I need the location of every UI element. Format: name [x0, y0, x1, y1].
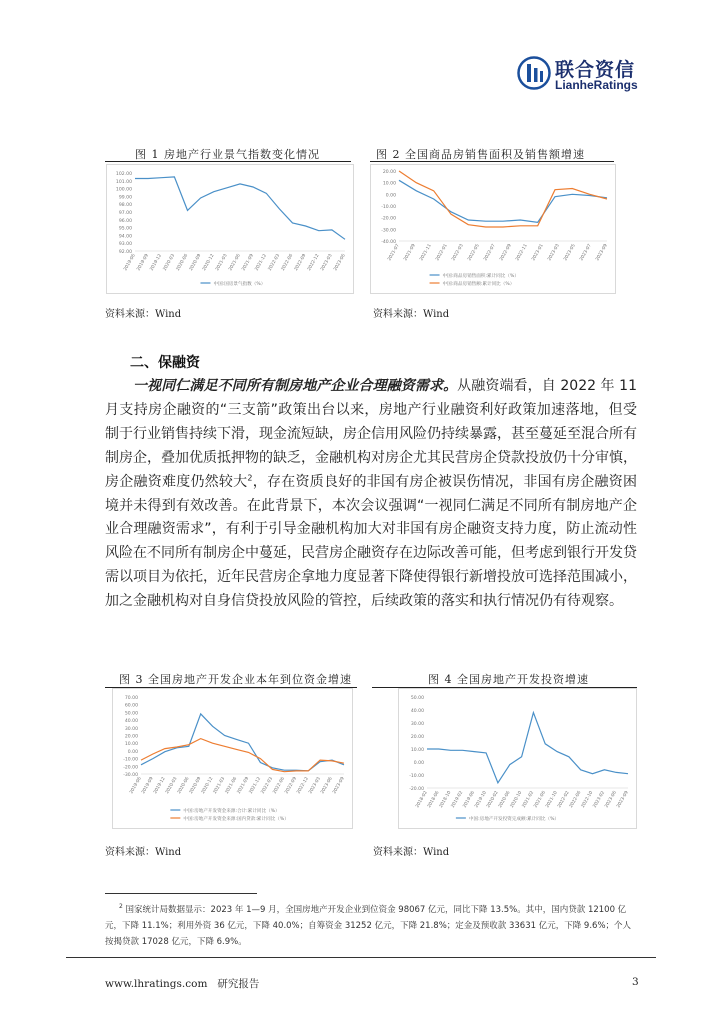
- y-tick-label: -30.00: [381, 228, 396, 234]
- x-tick-label: 2022-02: [557, 790, 571, 809]
- figure-4-title: 图 4 全国房地产开发投资增速: [428, 673, 589, 686]
- x-tick-label: 2023-09: [616, 790, 630, 809]
- x-tick-label: 2021-09: [403, 243, 417, 262]
- x-tick-label: 2019-09: [141, 776, 155, 795]
- series-line-1: [141, 714, 344, 771]
- figure-1-rule: [105, 161, 351, 162]
- x-tick-label: 2021-03: [212, 776, 227, 795]
- body-paragraph: [105, 375, 637, 614]
- x-tick-label: 2020-09: [188, 776, 203, 795]
- legend-label-1: 中国:房地产开发投资完成额:累计同比（%）: [468, 816, 560, 822]
- figure-3-source: 资料来源：Wind: [105, 847, 182, 858]
- figure-3-chart: [112, 688, 353, 829]
- figure-2-source: 资料来源：Wind: [373, 309, 450, 320]
- logo-text-cn: 联合资信: [555, 59, 636, 81]
- x-tick-label: 2023-05: [563, 243, 577, 262]
- x-tick-label: 2023-09: [332, 776, 346, 795]
- y-tick-label: 50.00: [410, 696, 424, 701]
- y-tick-label: 0.00: [413, 761, 424, 766]
- x-tick-label: 2022-09: [284, 776, 298, 795]
- chart-svg: [399, 689, 636, 828]
- y-tick-label: 97.00: [118, 211, 132, 216]
- series-line-2: [141, 739, 344, 772]
- x-tick-label: 2021-11: [419, 243, 433, 262]
- logo-text-en: LianheRatings: [555, 78, 638, 92]
- x-tick-label: 2023-03: [320, 253, 334, 272]
- y-tick-label: 0.00: [127, 749, 138, 755]
- x-tick-label: 2023-06: [333, 253, 347, 272]
- y-tick-label: -40.00: [381, 240, 396, 245]
- x-tick-label: 2022-03: [267, 253, 282, 272]
- footer-rule: [66, 957, 656, 958]
- y-tick-label: 98.00: [118, 203, 132, 209]
- y-tick-label: 10.00: [382, 181, 396, 187]
- x-tick-label: 2021-09: [241, 253, 255, 272]
- x-tick-label: 2021-03: [215, 253, 229, 272]
- x-tick-label: 2019-12: [149, 253, 163, 272]
- x-tick-label: 2019-09: [136, 253, 150, 272]
- x-tick-label: 2020-12: [200, 776, 215, 795]
- logo-mark-icon: [517, 56, 551, 90]
- x-tick-label: 2021-06: [228, 253, 242, 272]
- x-tick-label: 2022-11: [515, 243, 529, 262]
- chart-svg: [107, 165, 353, 293]
- y-tick-label: -20.00: [123, 765, 138, 771]
- x-tick-label: 2022-03: [451, 243, 465, 262]
- x-tick-label: 2020-10: [509, 790, 524, 809]
- y-tick-label: -10.00: [409, 774, 424, 779]
- figure-2-chart: [370, 164, 616, 294]
- y-tick-label: 20.00: [410, 735, 424, 740]
- footnote-ref[interactable]: 2: [247, 472, 253, 482]
- paragraph-body-1: 从融资端看，自 2022 年 11 月支持房企融资的“三支箭”政策出台以来，房地产行业融资利好政策加速落地，但受制于行业销售持续下滑，现金流短缺，房企信用风险仍持续暴露，甚至蔓延至混合所有制房企，叠加优质抵押物的缺乏，金融机构对房企尤其民营房企贷款投放仍十分审慎，房企融资难度仍然较大: [105, 378, 638, 490]
- footnote-rule: [105, 893, 257, 894]
- x-tick-label: 2022-06: [272, 776, 287, 795]
- x-tick-label: 2019-06: [129, 776, 143, 795]
- x-tick-label: 2023-02: [592, 790, 607, 809]
- x-tick-label: 2020-06: [497, 790, 512, 809]
- y-tick-label: 96.00: [118, 218, 132, 224]
- x-tick-label: 2019-06: [123, 253, 137, 272]
- x-tick-label: 2021-12: [248, 776, 263, 795]
- x-tick-label: 2019-06: [462, 790, 477, 809]
- y-tick-label: 30.00: [410, 722, 424, 727]
- y-tick-label: 60.00: [124, 703, 138, 709]
- x-tick-label: 2019-12: [153, 776, 167, 795]
- y-tick-label: 40.00: [124, 719, 138, 725]
- y-tick-label: 99.00: [118, 195, 132, 201]
- x-tick-label: 2023-09: [595, 243, 609, 262]
- x-tick-label: 2020-12: [201, 253, 216, 272]
- footnote-text: 国家统计局数据显示：2023 年 1—9 月，全国房地产开发企业到位资金 98067 亿元，同比下降 13.5%。其中，国内贷款 12100 亿元，下降 11.1%；利用外资 36 亿元，下降 40.0%；自筹资金 31252 亿元，下降 21.8%；定金及预收款 33631 亿元，下降 9.6%；个人按揭贷款 17028 亿元，下降 6.9%。: [105, 904, 632, 947]
- legend-label-1: 中国:国房景气指数（%）: [213, 281, 266, 287]
- y-tick-label: 102.00: [115, 172, 132, 177]
- chart-svg: [113, 689, 352, 828]
- x-tick-label: 2023-01: [531, 243, 545, 262]
- y-tick-label: 100.00: [115, 187, 132, 193]
- footer-left: [105, 976, 259, 991]
- figure-4-source: 资料来源：Wind: [373, 847, 450, 858]
- x-tick-label: 2021-06: [533, 790, 547, 809]
- x-tick-label: 2023-06: [320, 776, 334, 795]
- paragraph-body-2: ，存在资质良好的非国有房企被误伤情况，非国有房企融资困境并未得到有效改善。在此背景下，本次会议强调“一视同仁满足不同所有制房地产企业合理融资需求”，有利于引导金融机构加大对非国有房企融资支持力度，防止流动性风险在不同所有制房企中蔓延，民营房企融资存在边际改善可能，但考虑到银行开发贷需以项目为依托，近年民营房企拿地力度显著下降使得银行新增投放可选择范围减小，加之金融机构对自身信贷投放风险的管控，后续政策的落实和执行情况仍有待观察。: [105, 473, 638, 610]
- x-tick-label: 2020-09: [188, 253, 203, 272]
- x-tick-label: 2022-06: [568, 790, 583, 809]
- x-tick-label: 2022-06: [280, 253, 295, 272]
- x-tick-label: 2022-07: [483, 243, 497, 262]
- y-tick-label: 0.00: [385, 193, 396, 199]
- figure-1-title: 图 1 房地产行业景气指数变化情况: [135, 148, 320, 161]
- y-tick-label: 20.00: [124, 734, 138, 740]
- x-tick-label: 2021-06: [224, 776, 239, 795]
- x-tick-label: 2022-10: [580, 790, 595, 809]
- y-tick-label: 50.00: [124, 711, 138, 717]
- x-tick-label: 2021-12: [254, 253, 268, 272]
- y-tick-label: 92.00: [118, 250, 132, 255]
- figure-1-source: 资料来源：Wind: [105, 309, 182, 320]
- x-tick-label: 2020-06: [175, 253, 190, 272]
- y-tick-label: 70.00: [124, 696, 138, 701]
- section-heading: 二、保融资: [130, 355, 200, 371]
- figure-3-title: 图 3 全国房地产开发企业本年到位资金增速: [119, 673, 352, 686]
- figure-1-chart: [106, 164, 354, 294]
- x-tick-label: 2021-10: [545, 790, 559, 809]
- footnote: [105, 899, 637, 950]
- y-tick-label: -10.00: [123, 757, 138, 763]
- legend-label-1: 中国:房地产开发资金来源:合计:累计同比（%）: [183, 808, 280, 814]
- x-tick-label: 2020-03: [165, 776, 179, 795]
- x-tick-label: 2021-02: [521, 790, 536, 809]
- legend-label-2: 中国:房地产开发资金来源:国内贷款:累计同比（%）: [183, 816, 289, 822]
- paragraph-lead: 一视同仁满足不同所有制房地产企业合理融资需求。: [133, 378, 458, 394]
- y-tick-label: 30.00: [124, 726, 138, 732]
- y-tick-label: -20.00: [381, 216, 396, 222]
- x-tick-label: 2021-07: [387, 243, 401, 262]
- x-tick-label: 2018-10: [438, 790, 453, 809]
- y-tick-label: 95.00: [118, 226, 132, 232]
- x-tick-label: 2019-02: [450, 790, 465, 809]
- x-tick-label: 2019-10: [474, 790, 488, 809]
- y-tick-label: 101.00: [115, 179, 132, 185]
- y-tick-label: 94.00: [118, 234, 132, 240]
- footer-site-link[interactable]: www.lhratings.com: [105, 978, 208, 990]
- x-tick-label: 2020-06: [176, 776, 191, 795]
- series-line-1: [135, 177, 345, 239]
- x-tick-label: 2022-01: [435, 243, 449, 262]
- company-logo: [517, 54, 667, 94]
- y-tick-label: 40.00: [410, 709, 424, 714]
- series-line-1: [427, 713, 628, 783]
- y-tick-label: -30.00: [123, 773, 138, 778]
- y-tick-label: 10.00: [124, 742, 138, 748]
- footer-label: 研究报告: [217, 978, 260, 990]
- page-number: 3: [632, 976, 639, 988]
- figure-2-title: 图 2 全国商品房销售面积及销售额增速: [376, 148, 585, 161]
- y-tick-label: 20.00: [382, 170, 396, 175]
- x-tick-label: 2022-03: [260, 776, 275, 795]
- series-line-2: [399, 171, 607, 227]
- series-line-1: [399, 180, 607, 222]
- y-tick-label: 10.00: [410, 748, 424, 753]
- x-tick-label: 2023-03: [547, 243, 561, 262]
- x-tick-label: 2021-09: [236, 776, 251, 795]
- x-tick-label: 2022-12: [296, 776, 310, 795]
- chart-svg: [371, 165, 615, 293]
- x-tick-label: 2022-09: [293, 253, 308, 272]
- figure-4-chart: [398, 688, 637, 829]
- legend-label-1: 中国:商品房销售面积:累计同比（%）: [442, 273, 519, 279]
- y-tick-label: 93.00: [118, 242, 132, 248]
- y-tick-label: -10.00: [381, 205, 396, 210]
- x-tick-label: 2018-06: [427, 790, 441, 809]
- legend-label-2: 中国:商品房销售额:累计同比（%）: [442, 281, 515, 287]
- x-tick-label: 2023-06: [604, 790, 618, 809]
- x-tick-label: 2022-09: [499, 243, 513, 262]
- x-tick-label: 2023-07: [579, 243, 593, 262]
- x-tick-label: 2022-12: [306, 253, 321, 272]
- x-tick-label: 2022-05: [467, 243, 481, 262]
- x-tick-label: 2020-02: [486, 790, 500, 809]
- y-tick-label: -20.00: [409, 787, 424, 792]
- figure-2-rule: [370, 161, 614, 162]
- x-tick-label: 2018-02: [415, 790, 429, 809]
- x-tick-label: 2020-03: [162, 253, 177, 272]
- x-tick-label: 2023-03: [308, 776, 322, 795]
- footnote-number: 2: [119, 903, 123, 910]
